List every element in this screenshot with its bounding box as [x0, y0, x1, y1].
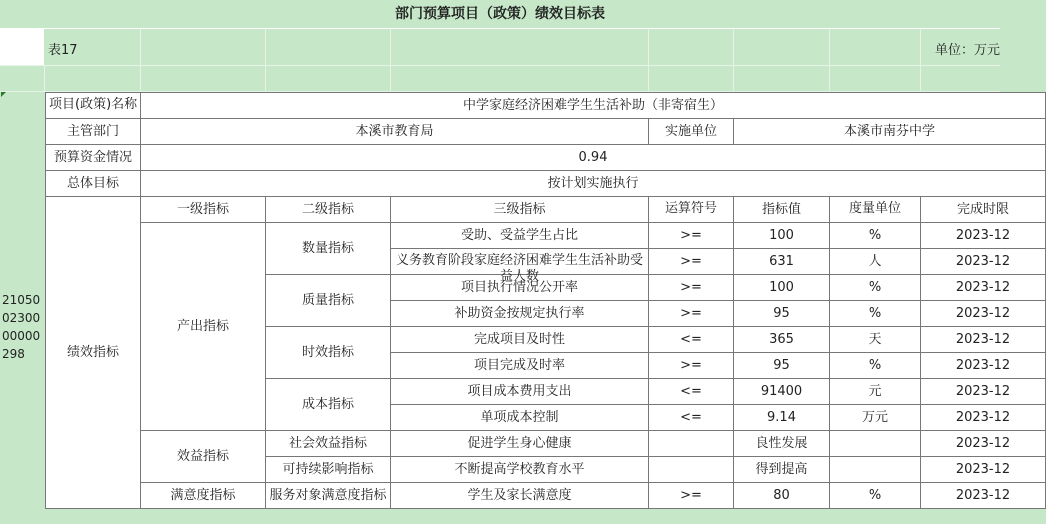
indicator-value[interactable]: 得到提高	[734, 457, 830, 483]
indicator-deadline[interactable]: 2023-12	[921, 275, 1046, 301]
table-row	[46, 483, 1046, 509]
indicator-value[interactable]: 95	[734, 353, 830, 379]
table-row	[46, 431, 1046, 457]
indicator-unit[interactable]: 元	[830, 379, 921, 405]
indicator-unit[interactable]: 万元	[830, 405, 921, 431]
indicator-name[interactable]: 项目完成及时率	[391, 353, 649, 379]
indicator-value[interactable]: 100	[734, 223, 830, 249]
indicator-unit[interactable]: %	[830, 483, 921, 509]
indicator-unit[interactable]	[830, 431, 921, 457]
indicator-deadline[interactable]: 2023-12	[921, 483, 1046, 509]
table-row	[46, 145, 1046, 171]
unit-label: 单位：万元	[934, 43, 1000, 58]
level2-quality: 质量指标	[266, 275, 391, 327]
column-header: 一级指标	[141, 197, 266, 223]
indicator-operator[interactable]: >=	[649, 275, 734, 301]
table-number: 表17	[48, 43, 78, 58]
indicator-operator[interactable]: <=	[649, 405, 734, 431]
indicator-name[interactable]: 项目执行情况公开率	[391, 275, 649, 301]
indicator-header-row	[46, 197, 1046, 223]
indicator-operator[interactable]: >=	[649, 223, 734, 249]
indicator-value[interactable]: 良性发展	[734, 431, 830, 457]
indicator-deadline[interactable]: 2023-12	[921, 327, 1046, 353]
indicator-deadline[interactable]: 2023-12	[921, 249, 1046, 275]
indicator-value[interactable]: 9.14	[734, 405, 830, 431]
indicator-operator[interactable]: >=	[649, 249, 734, 275]
row-header-cell	[0, 29, 44, 65]
indicator-deadline[interactable]: 2023-12	[921, 379, 1046, 405]
indicator-name[interactable]: 完成项目及时性	[391, 327, 649, 353]
indicator-name[interactable]: 促进学生身心健康	[391, 431, 649, 457]
indicator-operator[interactable]	[649, 457, 734, 483]
funds-label: 预算资金情况	[46, 145, 141, 171]
indicator-operator[interactable]: >=	[649, 353, 734, 379]
impl-value[interactable]: 本溪市南芬中学	[734, 119, 1046, 145]
level2-sustain: 可持续影响指标	[266, 457, 391, 483]
indicator-operator[interactable]: >=	[649, 483, 734, 509]
project-name-label: 项目(政策)名称	[46, 93, 141, 119]
indicator-unit[interactable]: %	[830, 353, 921, 379]
indicator-deadline[interactable]: 2023-12	[921, 457, 1046, 483]
table-row	[46, 93, 1046, 119]
indicator-deadline[interactable]: 2023-12	[921, 353, 1046, 379]
indicator-unit[interactable]	[830, 457, 921, 483]
indicator-value[interactable]: 100	[734, 275, 830, 301]
level1-satisfaction: 满意度指标	[141, 483, 266, 509]
performance-table	[45, 92, 1046, 509]
indicator-operator[interactable]	[649, 431, 734, 457]
level1-output: 产出指标	[141, 223, 266, 431]
indicator-name[interactable]: 受助、受益学生占比	[391, 223, 649, 249]
indicator-operator[interactable]: <=	[649, 327, 734, 353]
table-row	[46, 119, 1046, 145]
indicator-unit[interactable]: 人	[830, 249, 921, 275]
comment-marker	[1, 92, 6, 97]
goal-label: 总体目标	[46, 171, 141, 197]
project-code: 210500230000000298	[2, 293, 41, 361]
indicator-value[interactable]: 365	[734, 327, 830, 353]
indicator-operator[interactable]: >=	[649, 301, 734, 327]
spacer-row	[0, 66, 1000, 92]
indicator-value[interactable]: 95	[734, 301, 830, 327]
table-row	[46, 171, 1046, 197]
indicator-deadline[interactable]: 2023-12	[921, 405, 1046, 431]
indicator-name[interactable]: 义务教育阶段家庭经济困难学生生活补助受益人数	[391, 249, 649, 275]
subheader-row	[0, 29, 1000, 66]
indicator-unit[interactable]: 天	[830, 327, 921, 353]
indicator-unit[interactable]: %	[830, 275, 921, 301]
indicator-name[interactable]: 学生及家长满意度	[391, 483, 649, 509]
indicators-section-label: 绩效指标	[46, 197, 141, 509]
indicator-name[interactable]: 单项成本控制	[391, 405, 649, 431]
dept-value[interactable]: 本溪市教育局	[141, 119, 649, 145]
level1-benefit: 效益指标	[141, 431, 266, 483]
level2-service: 服务对象满意度指标	[266, 483, 391, 509]
funds-value[interactable]: 0.94	[141, 145, 1046, 171]
level2-quantity: 数量指标	[266, 223, 391, 275]
indicator-name[interactable]: 项目成本费用支出	[391, 379, 649, 405]
sheet-title: 部门预算项目（政策）绩效目标表	[0, 0, 1000, 29]
indicator-name[interactable]: 不断提高学校教育水平	[391, 457, 649, 483]
column-header: 完成时限	[921, 197, 1046, 223]
indicator-deadline[interactable]: 2023-12	[921, 223, 1046, 249]
goal-value[interactable]: 按计划实施执行	[141, 171, 1046, 197]
impl-label: 实施单位	[649, 119, 734, 145]
column-header: 指标值	[734, 197, 830, 223]
indicator-unit[interactable]: %	[830, 301, 921, 327]
column-header: 度量单位	[830, 197, 921, 223]
indicator-value[interactable]: 631	[734, 249, 830, 275]
column-header: 运算符号	[649, 197, 734, 223]
project-name-value[interactable]: 中学家庭经济困难学生生活补助（非寄宿生）	[141, 93, 1046, 119]
indicator-unit[interactable]: %	[830, 223, 921, 249]
indicator-name[interactable]: 补助资金按规定执行率	[391, 301, 649, 327]
level2-cost: 成本指标	[266, 379, 391, 431]
level2-timeliness: 时效指标	[266, 327, 391, 379]
column-header: 三级指标	[391, 197, 649, 223]
column-header: 二级指标	[266, 197, 391, 223]
indicator-deadline[interactable]: 2023-12	[921, 301, 1046, 327]
indicator-value[interactable]: 80	[734, 483, 830, 509]
indicator-operator[interactable]: <=	[649, 379, 734, 405]
indicator-deadline[interactable]: 2023-12	[921, 431, 1046, 457]
table-row	[46, 223, 1046, 249]
level2-social: 社会效益指标	[266, 431, 391, 457]
dept-label: 主管部门	[46, 119, 141, 145]
indicator-value[interactable]: 91400	[734, 379, 830, 405]
